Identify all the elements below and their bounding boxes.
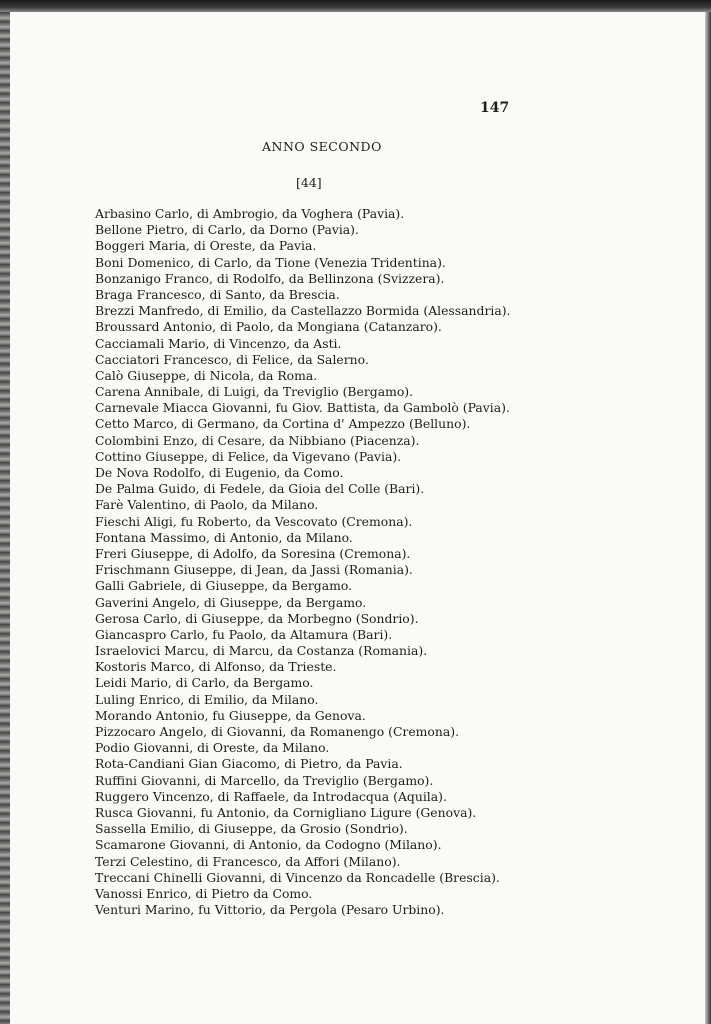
scan-top-edge — [0, 0, 711, 12]
list-item: Terzi Celestino, di Francesco, da Affori (Milano). — [95, 853, 401, 869]
list-item: Freri Giuseppe, di Adolfo, da Soresina (Cremona). — [95, 545, 411, 561]
list-item: Brezzi Manfredo, di Emilio, da Castellazzo Bormida (Alessandria). — [95, 303, 511, 319]
list-item: Israelovici Marcu, di Marcu, da Costanza (Romania). — [95, 643, 428, 659]
list-item: Galli Gabriele, di Giuseppe, da Bergamo. — [95, 578, 353, 594]
list-item: Cetto Marco, di Germano, da Cortina d' Ampezzo (Belluno). — [95, 416, 471, 432]
list-number: [44] — [296, 175, 322, 190]
list-item: Fontana Massimo, di Antonio, da Milano. — [95, 529, 353, 545]
list-item: Farè Valentino, di Paolo, da Milano. — [95, 497, 319, 513]
list-item: Cottino Giuseppe, di Felice, da Vigevano (Pavia). — [95, 448, 402, 464]
list-item: Ruffini Giovanni, di Marcello, da Treviglio (Bergamo). — [95, 772, 434, 788]
list-item: Sassella Emilio, di Giuseppe, da Grosio (Sondrio). — [95, 821, 408, 837]
list-item: Pizzocaro Angelo, di Giovanni, da Romanengo (Cremona). — [95, 724, 460, 739]
list-item: Rusca Giovanni, fu Antonio, da Cornigliano Ligure (Genova). — [95, 804, 477, 820]
student-list — [95, 206, 685, 918]
list-item: Gaverini Angelo, di Giuseppe, da Bergamo. — [95, 594, 367, 610]
list-item: Leidi Mario, di Carlo, da Bergamo. — [95, 675, 314, 691]
list-item: Luling Enrico, di Emilio, da Milano. — [95, 691, 319, 707]
list-item: Kostoris Marco, di Alfonso, da Trieste. — [95, 659, 337, 675]
list-item: Calò Giuseppe, di Nicola, da Roma. — [95, 367, 318, 383]
list-item: Bellone Pietro, di Carlo, da Dorno (Pavia). — [95, 222, 359, 238]
list-item: Boggeri Maria, di Oreste, da Pavia. — [95, 238, 317, 254]
list-item: Cacciamali Mario, di Vincenzo, da Asti. — [95, 335, 342, 351]
list-item: Venturi Marino, fu Vittorio, da Pergola (Pesaro Urbino). — [95, 902, 445, 918]
scan-right-edge — [705, 12, 711, 1024]
list-item: Scamarone Giovanni, di Antonio, da Codogno (Milano). — [95, 837, 442, 853]
list-item: Rota-Candiani Gian Giacomo, di Pietro, da Pavia. — [95, 756, 403, 772]
list-item: Frischmann Giuseppe, di Jean, da Jassi (Romania). — [95, 562, 413, 578]
list-item: Arbasino Carlo, di Ambrogio, da Voghera (Pavia). — [95, 206, 405, 221]
list-item: Colombini Enzo, di Cesare, da Nibbiano (Piacenza). — [95, 432, 420, 448]
list-item: Gerosa Carlo, di Giuseppe, da Morbegno (Sondrio). — [95, 610, 419, 626]
list-item: Vanossi Enrico, di Pietro da Como. — [95, 885, 313, 901]
list-item: Boni Domenico, di Carlo, da Tione (Venezia Tridentina). — [95, 254, 446, 270]
list-item: Ruggero Vincenzo, di Raffaele, da Introdacqua (Aquila). — [95, 788, 447, 804]
list-item: Carena Annibale, di Luigi, da Treviglio (Bergamo). — [95, 384, 414, 400]
list-item: Bonzanigo Franco, di Rodolfo, da Bellinzona (Svizzera). — [95, 270, 445, 286]
page-number: 147 — [480, 100, 510, 116]
list-item: Morando Antonio, fu Giuseppe, da Genova. — [95, 707, 366, 723]
list-item: Carnevale Miacca Giovanni, fu Giov. Battista, da Gambolò (Pavia). — [95, 400, 510, 416]
list-item: Fieschi Aligi, fu Roberto, da Vescovato (Cremona). — [95, 513, 413, 529]
scan-binding-edge — [0, 12, 10, 1024]
list-item: Broussard Antonio, di Paolo, da Mongiana (Catanzaro). — [95, 319, 442, 335]
list-item: De Palma Guido, di Fedele, da Gioia del Colle (Bari). — [95, 481, 425, 497]
section-title: ANNO SECONDO — [262, 139, 382, 154]
list-item: De Nova Rodolfo, di Eugenio, da Como. — [95, 465, 344, 480]
list-item: Cacciatori Francesco, di Felice, da Salerno. — [95, 351, 369, 367]
list-item: Braga Francesco, di Santo, da Brescia. — [95, 286, 340, 302]
list-item: Podio Giovanni, di Oreste, da Milano. — [95, 740, 330, 756]
list-item: Giancaspro Carlo, fu Paolo, da Altamura (Bari). — [95, 626, 393, 642]
list-item: Treccani Chinelli Giovanni, di Vincenzo da Roncadelle (Brescia). — [95, 869, 500, 885]
